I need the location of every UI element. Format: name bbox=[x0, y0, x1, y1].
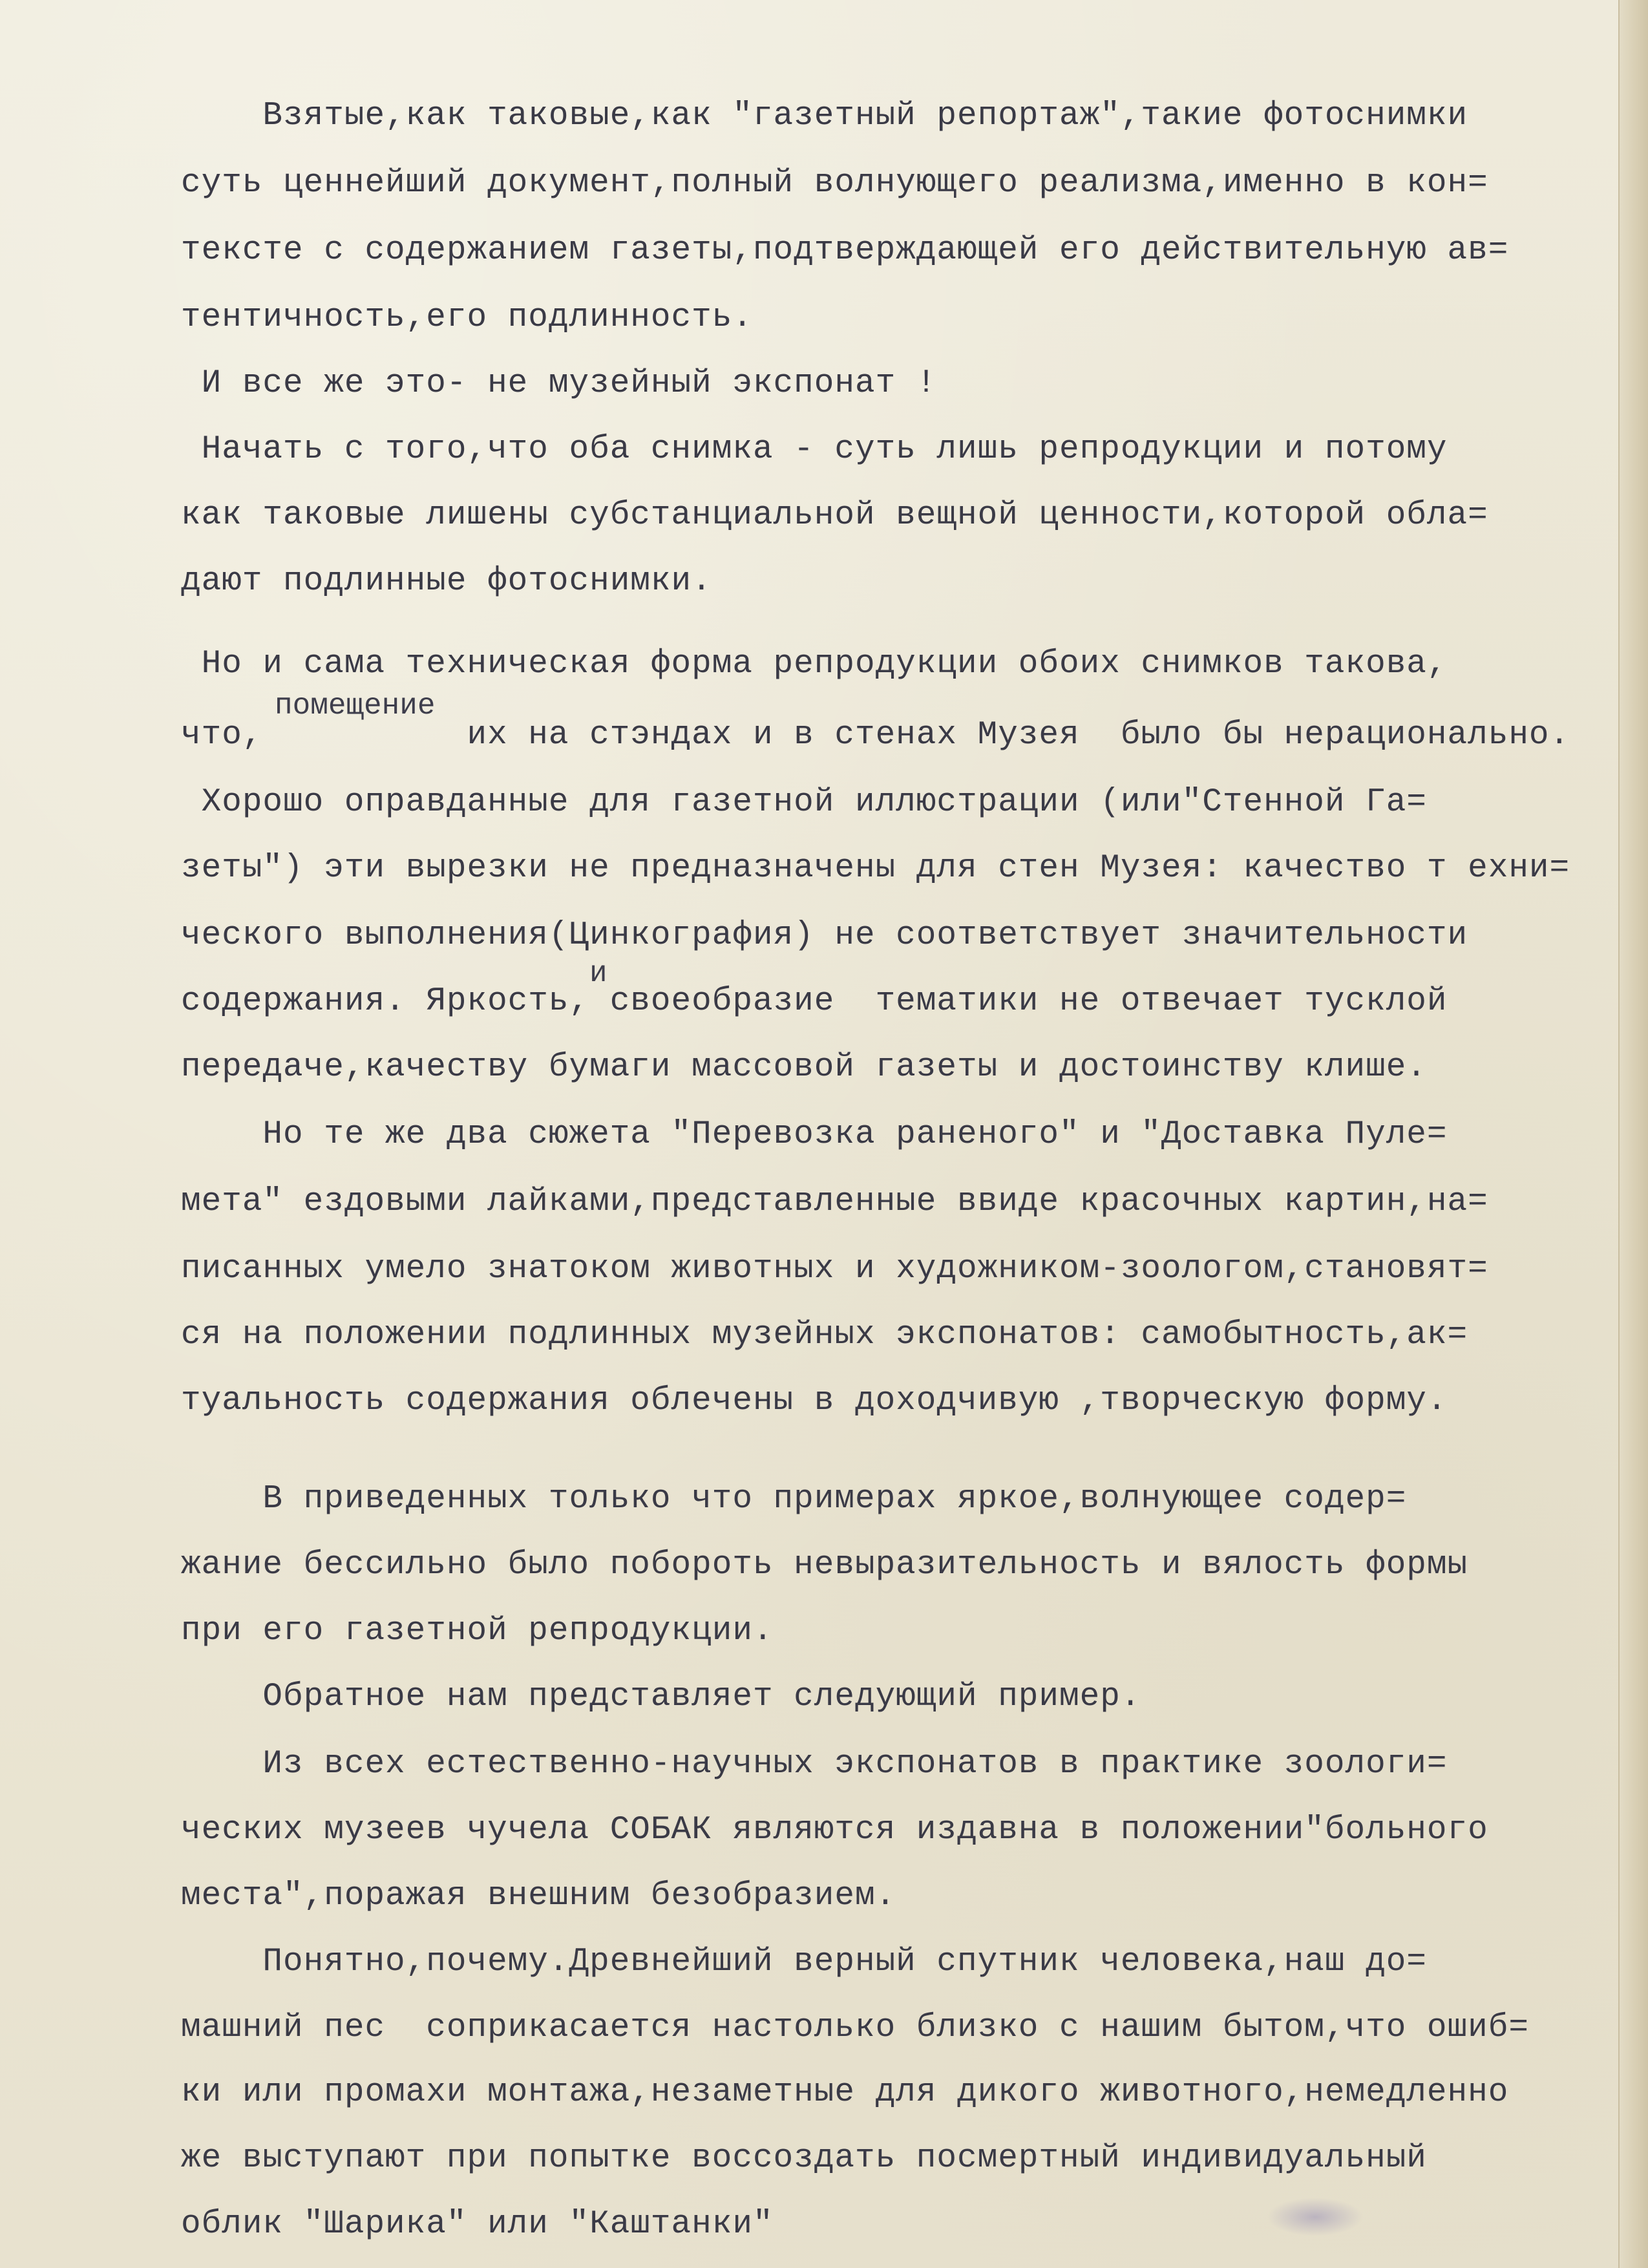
text-line: что, их на стэндах и в стенах Музея было бы нерационально. bbox=[181, 717, 1570, 754]
text-line: писанных умело знатоком животных и художником-зоологом,становят= bbox=[181, 1251, 1488, 1288]
text-line: тексте с содержанием газеты,подтверждающей его действительную ав= bbox=[181, 232, 1509, 269]
text-line: И все же это- не музейный экспонат ! bbox=[181, 365, 937, 402]
text-line: зеты") эти вырезки не предназначены для стен Музея: качество т ехни= bbox=[181, 850, 1570, 887]
text-line: мета" ездовыми лайками,представленные ввиде красочных картин,на= bbox=[181, 1183, 1488, 1220]
interlinear-insertion: и bbox=[589, 957, 607, 990]
text-line: туальность содержания облечены в доходчивую ,творческую форму. bbox=[181, 1383, 1448, 1419]
text-line: Но и сама техническая форма репродукции обоих снимков такова, bbox=[181, 646, 1448, 683]
text-line: передаче,качеству бумаги массовой газеты и достоинству клише. bbox=[181, 1049, 1427, 1086]
ink-smudge bbox=[1267, 2198, 1364, 2236]
text-line: Понятно,почему.Древнейший верный спутник человека,наш до= bbox=[181, 1944, 1427, 1980]
text-line: машний пес соприкасается настолько близко с нашим бытом,что ошиб= bbox=[181, 2009, 1529, 2046]
text-line: при его газетной репродукции. bbox=[181, 1613, 774, 1649]
text-line: же выступают при попытке воссоздать посмертный индивидуальный bbox=[181, 2140, 1427, 2177]
text-line: Хорошо оправданные для газетной иллюстрации (или"Стенной Га= bbox=[181, 784, 1427, 821]
text-line: ческих музеев чучела СОБАК являются издавна в положении"больного bbox=[181, 1812, 1488, 1849]
text-line: Взятые,как таковые,как "газетный репортаж",такие фотоснимки bbox=[181, 98, 1468, 134]
text-line: Начать с того,что оба снимка - суть лишь репродукции и потому bbox=[181, 431, 1448, 468]
text-line: содержания. Яркость, своеобразие тематики не отвечает тусклой bbox=[181, 983, 1448, 1020]
text-line: ся на положении подлинных музейных экспонатов: самобытность,ак= bbox=[181, 1317, 1468, 1353]
text-line: Обратное нам представляет следующий пример. bbox=[181, 1679, 1141, 1715]
text-line: ки или промахи монтажа,незаметные для дикого животного,немедленно bbox=[181, 2074, 1509, 2111]
text-line: места",поражая внешним безобразием. bbox=[181, 1878, 896, 1914]
text-line: дают подлинные фотоснимки. bbox=[181, 563, 712, 600]
text-line: тентичность,его подлинность. bbox=[181, 299, 753, 336]
text-line: суть ценнейший документ,полный волнующего реализма,именно в кон= bbox=[181, 165, 1488, 202]
text-line: облик "Шарика" или "Каштанки" bbox=[181, 2206, 774, 2243]
text-line: Из всех естественно-научных экспонатов в практике зоологи= bbox=[181, 1746, 1448, 1783]
text-line: как таковые лишены субстанциальной вещной ценности,которой обла= bbox=[181, 497, 1488, 534]
text-line: ческого выполнения(Цинкография) не соответствует значительности bbox=[181, 917, 1468, 954]
text-line: жание бессильно было побороть невыразительность и вялость формы bbox=[181, 1547, 1468, 1584]
text-line: В приведенных только что примерах яркое,волнующее содер= bbox=[181, 1481, 1407, 1518]
paper-edge bbox=[1618, 0, 1648, 2268]
text-line: Но те же два сюжета "Перевозка раненого" и "Доставка Пуле= bbox=[181, 1116, 1448, 1153]
interlinear-insertion: помещение bbox=[275, 689, 436, 723]
